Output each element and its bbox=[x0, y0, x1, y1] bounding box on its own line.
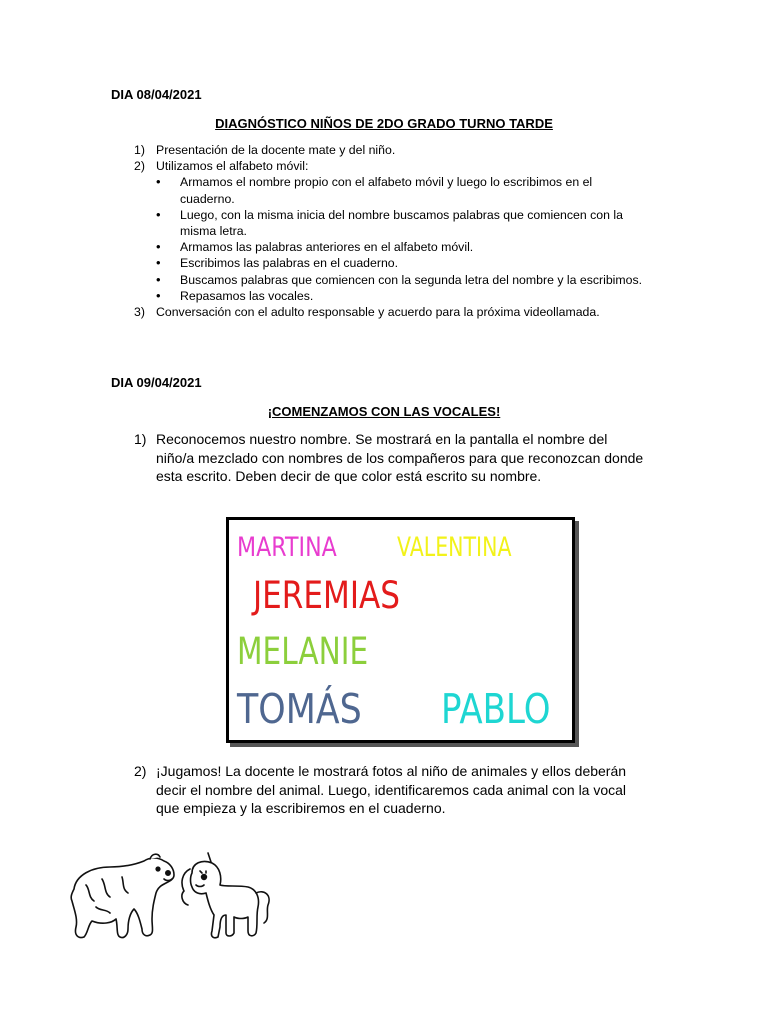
bullet-item-1 bbox=[134, 174, 648, 206]
item-text: Conversación con el adulto responsable y acuerdo para la próxima videollamada. bbox=[156, 305, 600, 320]
day1-date: DIA 08/04/2021 bbox=[111, 87, 202, 102]
name-jeremias: JEREMIAS bbox=[253, 574, 401, 617]
item-number: 1) bbox=[134, 431, 147, 447]
bullet-text: Escribimos las palabras en el cuaderno. bbox=[180, 256, 399, 271]
name-martina: MARTINA bbox=[237, 532, 337, 563]
day1-item-1 bbox=[134, 142, 664, 158]
day2-date: DIA 09/04/2021 bbox=[111, 375, 202, 390]
name-tomas: TOMÁS bbox=[237, 685, 362, 733]
day2-item-1 bbox=[134, 430, 644, 486]
names-image bbox=[226, 517, 575, 743]
bullet-item-2 bbox=[134, 207, 648, 239]
day1-bullet-list bbox=[134, 174, 664, 304]
bullet-text: Buscamos palabras que comiencen con la segunda letra del nombre y la escribimos. bbox=[180, 272, 643, 287]
bullet-icon: • bbox=[156, 174, 161, 190]
bullet-item-5 bbox=[134, 272, 648, 288]
day1-item-3 bbox=[134, 304, 664, 320]
day1-list bbox=[134, 142, 664, 320]
day2-item-2 bbox=[134, 762, 644, 818]
item-number: 2) bbox=[134, 763, 147, 779]
bullet-text: Armamos el nombre propio con el alfabeto móvil y luego lo escribimos en el cuaderno. bbox=[180, 175, 593, 206]
unicorn-icon bbox=[182, 853, 269, 938]
bullet-item-4 bbox=[134, 255, 648, 271]
name-valentina: VALENTINA bbox=[397, 532, 512, 563]
bullet-icon: • bbox=[156, 206, 161, 222]
item-number: 1) bbox=[134, 143, 145, 157]
bullet-text: Repasamos las vocales. bbox=[180, 288, 314, 303]
bullet-icon: • bbox=[156, 255, 161, 271]
day1-item-2 bbox=[134, 158, 664, 174]
item-number: 2) bbox=[134, 159, 145, 174]
item-text: Presentación de la docente mate y del niño. bbox=[156, 143, 396, 157]
name-pablo: PABLO bbox=[441, 685, 551, 733]
day2-title: ¡COMENZAMOS CON LAS VOCALES! bbox=[267, 404, 501, 419]
bullet-icon: • bbox=[156, 239, 161, 255]
name-melanie: MELANIE bbox=[237, 630, 369, 673]
bullet-icon: • bbox=[156, 287, 161, 303]
animals-drawing bbox=[66, 849, 276, 944]
bullet-item-6 bbox=[134, 288, 648, 304]
item-text: ¡Jugamos! La docente le mostrará fotos al niño de animales y ellos deberán decir el nombre del animal. Luego, identificaremos cada animal con la vocal que empieza y la escribiremos en el cuaderno. bbox=[156, 763, 627, 817]
item-text: Utilizamos el alfabeto móvil: bbox=[156, 159, 309, 174]
bear-icon bbox=[71, 854, 174, 937]
bullet-item-3 bbox=[134, 239, 648, 255]
bullet-text: Armamos las palabras anteriores en el alfabeto móvil. bbox=[180, 240, 474, 255]
item-number: 3) bbox=[134, 305, 145, 320]
bullet-icon: • bbox=[156, 271, 161, 287]
item-text: Reconocemos nuestro nombre. Se mostrará en la pantalla el nombre del niño/a mezclado con nombres de los compañeros para que reconozcan donde esta escrito. Deben decir de que color está escrito su nombre. bbox=[156, 431, 644, 485]
day1-title: DIAGNÓSTICO NIÑOS DE 2DO GRADO TURNO TARDE bbox=[215, 116, 553, 131]
bullet-text: Luego, con la misma inicia del nombre buscamos palabras que comiencen con la misma letra. bbox=[180, 207, 623, 239]
